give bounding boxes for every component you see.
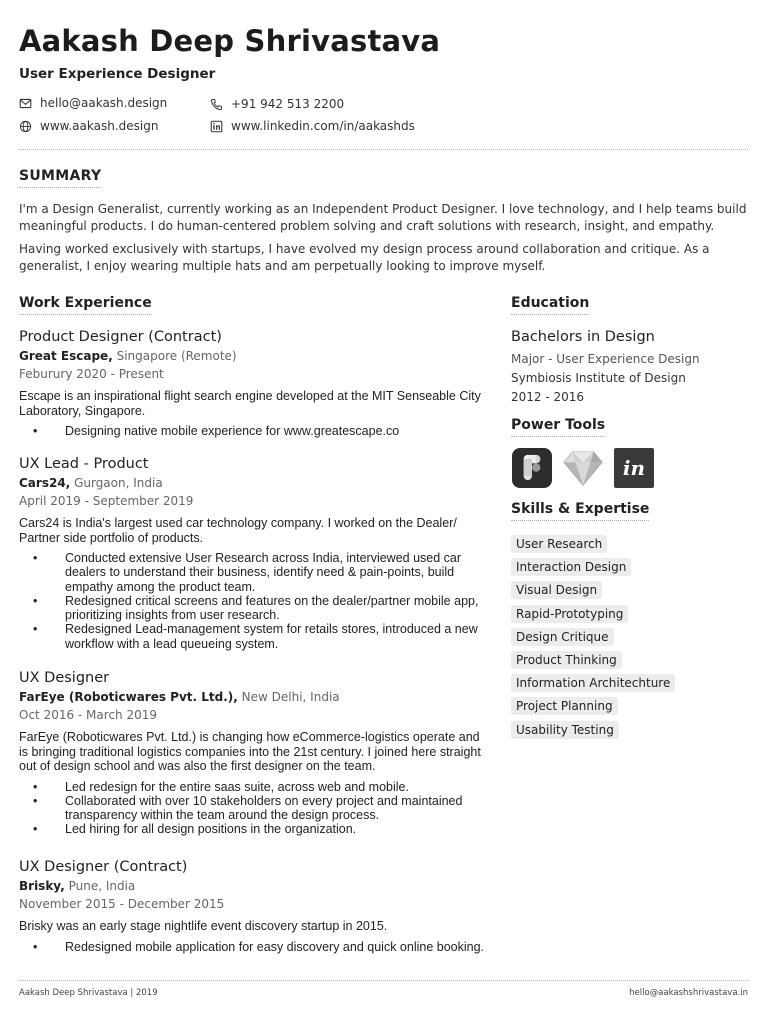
job-bullet: • Redesigned critical screens and features on the dealer/partner mobile app, prioritizing insights from user research. [19, 594, 489, 623]
mail-icon [19, 97, 32, 110]
job-bullet: • Conducted extensive User Research across India, interviewed used car dealers to understand their business, identify need & pain-points, build empathy among the product team. [19, 551, 489, 594]
contact-website-text: www.aakash.design [40, 119, 159, 133]
tools-heading: Power Tools [511, 417, 605, 437]
job-bullet: • Led hiring for all design positions in the organization. [19, 822, 489, 836]
job-bullet: • Redesigned Lead-management system for retails stores, introduced a new workflow with a lead queueing system. [19, 622, 489, 651]
job-company: FarEye (Roboticwares Pvt. Ltd.), [19, 690, 238, 704]
job-location: Singapore (Remote) [116, 349, 237, 363]
job-location: New Delhi, India [241, 690, 340, 704]
education-degree: Bachelors in Design [511, 329, 655, 345]
footer-name-year: Aakash Deep Shrivastava | 2019 [19, 988, 158, 998]
job-company: Brisky, [19, 879, 65, 893]
globe-icon [19, 120, 32, 133]
job-description: Cars24 is India's largest used car technology company. I worked on the Dealer/ Partner side portfolio of products. [19, 516, 457, 545]
job-title: UX Designer (Contract) [19, 859, 188, 875]
job-company: Cars24, [19, 476, 71, 490]
summary-heading: SUMMARY [19, 168, 101, 188]
skill-tag: Interaction Design [511, 558, 631, 576]
job-bullet: • Designing native mobile experience for www.greatescape.co [19, 424, 489, 438]
education-heading: Education [511, 295, 589, 315]
work-heading: Work Experience [19, 295, 152, 315]
skill-tag: Project Planning [511, 697, 618, 715]
job-location: Gurgaon, India [74, 476, 163, 490]
job-company-line [19, 349, 489, 363]
skill-tag: Information Architechture [511, 674, 675, 692]
contact-phone[interactable] [210, 97, 344, 111]
job-bullets [19, 940, 489, 954]
contact-linkedin-text: www.linkedin.com/in/aakashds [231, 119, 415, 133]
job-company: Great Escape, [19, 349, 113, 363]
summary-paragraph-2: Having worked exclusively with startups, I have evolved my design process around collaboration and critique. As a generalist, I enjoy wearing multiple hats and am perpetually looking to improve myself. [19, 242, 710, 273]
job-bullets [19, 424, 489, 438]
job-title: UX Designer [19, 670, 110, 686]
tools-list [512, 448, 654, 488]
skill-tag: Visual Design [511, 581, 602, 599]
job-bullet: • Led redesign for the entire saas suite, across web and mobile. [19, 780, 489, 794]
job-bullet: • Redesigned mobile application for easy discovery and quick online booking. [19, 940, 489, 954]
education-years: 2012 - 2016 [511, 390, 585, 404]
job-company-line [19, 690, 489, 704]
job-dates: November 2015 - December 2015 [19, 897, 225, 911]
job-dates: Feburury 2020 - Present [19, 367, 164, 381]
skill-tag: Product Thinking [511, 651, 622, 669]
figma-icon [512, 448, 552, 488]
job-description: FarEye (Roboticwares Pvt. Ltd.) is changing how eCommerce-logistics operate and is bringing traditional logistics companies into the 21st century. I joined here straight out of design school and was also the first designer on the team. [19, 730, 481, 773]
job-entry [19, 670, 489, 837]
contact-email-text: hello@aakash.design [40, 96, 168, 110]
linkedin-icon [210, 120, 223, 133]
job-entry [19, 859, 489, 954]
job-location: Pune, India [68, 879, 136, 893]
job-description: Brisky was an early stage nightlife event discovery startup in 2015. [19, 919, 388, 933]
contact-website[interactable] [19, 119, 158, 133]
skill-tag: Rapid-Prototyping [511, 605, 628, 623]
job-dates: April 2019 - September 2019 [19, 494, 194, 508]
skills-list [511, 533, 751, 742]
job-title: UX Lead - Product [19, 456, 149, 472]
job-entry [19, 456, 489, 651]
skills-heading: Skills & Expertise [511, 501, 649, 521]
job-bullets [19, 780, 489, 837]
skill-tag: Design Critique [511, 628, 614, 646]
phone-icon [210, 98, 223, 111]
contact-phone-text: +91 942 513 2200 [231, 97, 345, 111]
summary-body [19, 201, 749, 281]
footer-email[interactable]: hello@aakashshrivastava.in [629, 988, 748, 998]
sketch-icon [563, 448, 603, 488]
contact-linkedin[interactable] [210, 119, 415, 133]
footer-divider [19, 980, 748, 981]
header-divider [19, 149, 748, 150]
skill-tag: User Research [511, 535, 607, 553]
resume-name: Aakash Deep Shrivastava [19, 24, 441, 58]
job-bullet: • Collaborated with over 10 stakeholders on every project and maintained transparency within the team around the design process. [19, 794, 489, 823]
education-major: Major - User Experience Design [511, 352, 700, 366]
skill-tag: Usability Testing [511, 721, 619, 739]
resume-role: User Experience Designer [19, 66, 216, 82]
summary-paragraph-1: I'm a Design Generalist, currently working as an Independent Product Designer. I love technology, and I help teams build meaningful products. I do human-centered problem solving and craft solutions with research, insight, and empathy. [19, 202, 747, 233]
job-title: Product Designer (Contract) [19, 329, 222, 345]
education-block [511, 329, 751, 407]
job-bullets [19, 551, 489, 651]
job-company-line [19, 879, 489, 893]
job-description: Escape is an inspirational flight search engine developed at the MIT Senseable City Laboratory, Singapore. [19, 389, 481, 418]
invision-icon: in [614, 448, 654, 488]
job-company-line [19, 476, 489, 490]
job-dates: Oct 2016 - March 2019 [19, 708, 157, 722]
contact-email[interactable] [19, 96, 167, 110]
job-entry [19, 329, 489, 438]
education-institute: Symbiosis Institute of Design [511, 371, 686, 385]
